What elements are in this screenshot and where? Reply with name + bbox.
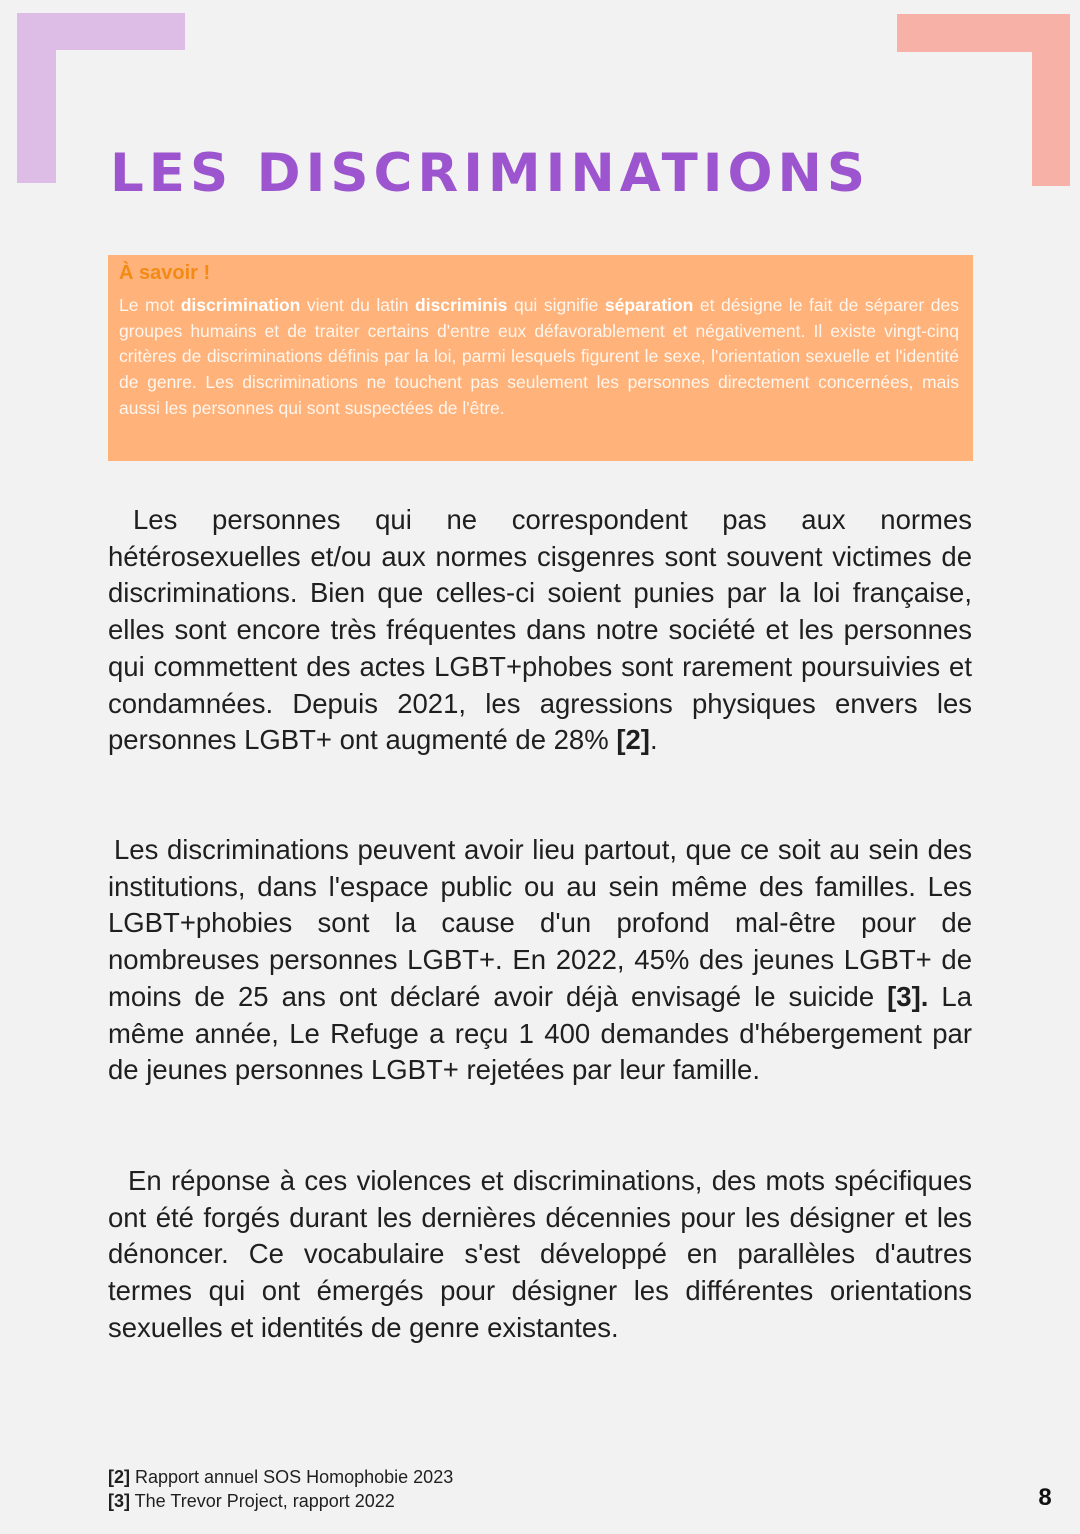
footnote: [2] Rapport annuel SOS Homophobie 2023	[108, 1467, 454, 1487]
footnotes	[108, 1466, 453, 1513]
callout-title: À savoir !	[119, 262, 211, 284]
paragraph-3: En réponse à ces violences et discriminations, des mots spécifiques ont été forgés durant les dernières décennies pour les désigner et les dénoncer. Ce vocabulaire s'est développé en parallèles d'autres termes qui ont émergés pour désigner les différentes orientations sexuelles et identités de genre existantes.	[108, 1165, 972, 1343]
callout-text: Le mot discrimination vient du latin discriminis qui signifie séparation et désigne le fait de séparer des groupes humains et de traiter certains d'entre eux défavorablement et négativement. Il existe vingt-cinq critères de discriminations définis par la loi, parmi lesquels figurent le sexe, l'orientation sexuelle et l'identité de genre. Les discriminations ne touchent pas seulement les personnes directement concernées, mais aussi les personnes qui sont suspectées de l'être.	[119, 295, 959, 418]
paragraph-2: Les discriminations peuvent avoir lieu partout, que ce soit au sein des institutions, dans l'espace public ou au sein même des familles. Les LGBT+phobies sont la cause d'un profond mal-être pour de nombreuses personnes LGBT+. En 2022, 45% des jeunes LGBT+ de moins de 25 ans ont déclaré avoir déjà envisagé le suicide [3]. La même année, Le Refuge a reçu 1 400 demandes d'hébergement par de jeunes personnes LGBT+ rejetées par leur famille.	[108, 834, 972, 1086]
citation-ref: [2]	[616, 724, 650, 756]
corner-decoration-right-vertical	[1032, 14, 1070, 186]
page-number: 8	[1038, 1484, 1052, 1511]
page-title: LES DISCRIMINATIONS	[110, 143, 871, 204]
paragraph-1: Les personnes qui ne correspondent pas aux normes hétérosexuelles et/ou aux normes cisgenres sont souvent victimes de discriminations. Bien que celles-ci soient punies par la loi française, elles sont encore très fréquentes dans notre société et les personnes qui commettent des actes LGBT+phobes sont rarement poursuivies et condamnées. Depuis 2021, les agressions physiques envers les personnes LGBT+ ont augmenté de 28% [2].	[108, 504, 972, 756]
footnote: [3] The Trevor Project, rapport 2022	[108, 1490, 395, 1511]
citation-ref: [3].	[887, 980, 929, 1012]
corner-decoration-left-vertical	[17, 13, 56, 183]
info-callout	[108, 255, 973, 461]
